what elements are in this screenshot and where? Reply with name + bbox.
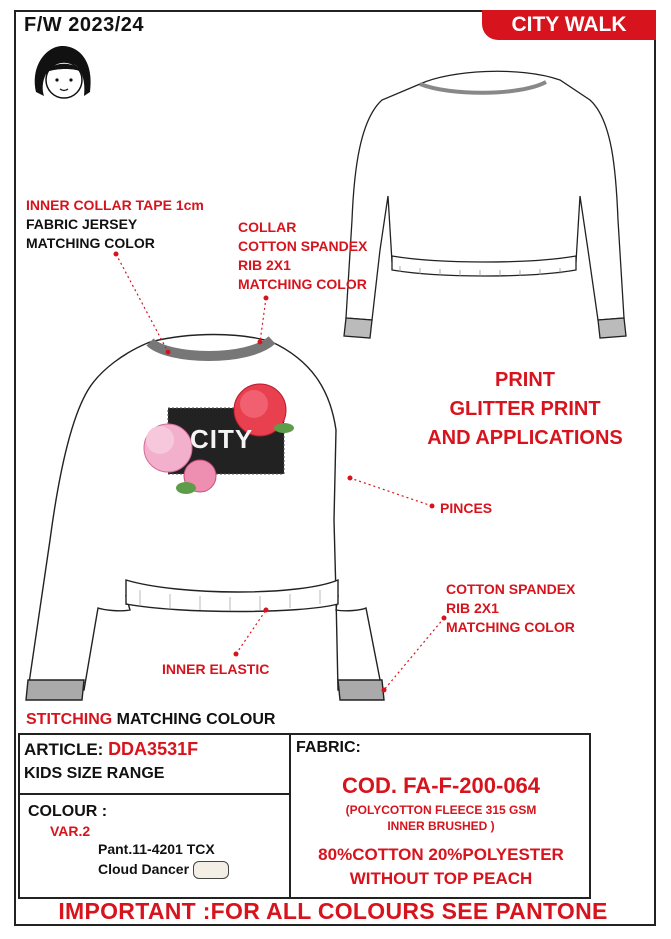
stitching-label: STITCHING (26, 711, 113, 728)
colour-variant: VAR.2 (50, 823, 91, 839)
size-range: KIDS SIZE RANGE (24, 765, 165, 782)
pinces-note: PINCES (440, 500, 493, 516)
collar-line3: RIB 2X1 (238, 257, 291, 273)
table-divider-vertical (289, 735, 291, 899)
print-line2: GLITTER PRINT (449, 398, 601, 420)
inner-collar-line2: FABRIC JERSEY (26, 216, 138, 232)
stitching-value: MATCHING COLOUR (116, 711, 276, 728)
fabric-code: COD. FA-F-200-064 (341, 773, 541, 798)
article-row (24, 739, 198, 760)
season-label: F/W 2023/24 (24, 14, 145, 36)
composition-line1: 80%COTTON 20%POLYESTER (318, 845, 564, 864)
inner-collar-note (26, 196, 204, 253)
cuff-note (446, 580, 575, 637)
sweatshirt-back-view (344, 71, 626, 338)
inner-collar-line3: MATCHING COLOR (26, 235, 155, 251)
stitching-note (26, 711, 275, 729)
pantone-code: Pant.11-4201 TCX (98, 841, 215, 857)
fabric-desc-line2: INNER BRUSHED ) (387, 819, 495, 833)
colour-label: COLOUR : (28, 803, 108, 820)
spec-table (18, 733, 591, 899)
brand-tab: CITY WALK (482, 10, 656, 40)
pantone-row (98, 861, 229, 879)
cuff-line3: MATCHING COLOR (446, 619, 575, 635)
print-text-city: CITY (190, 424, 254, 454)
collar-note (238, 218, 367, 294)
collar-line1: COLLAR (238, 219, 297, 235)
sweatshirt-front-view (26, 335, 384, 701)
pantone-name: Cloud Dancer (98, 861, 190, 877)
collar-line2: COTTON SPANDEX (238, 238, 368, 254)
article-label: ARTICLE: (24, 740, 104, 759)
colour-swatch (193, 861, 229, 879)
important-footer: IMPORTANT :FOR ALL COLOURS SEE PANTONE (58, 898, 608, 924)
print-line1: PRINT (495, 369, 555, 391)
fabric-desc-line1: (POLYCOTTON FLEECE 315 GSM (345, 803, 537, 817)
collar-line4: MATCHING COLOR (238, 276, 367, 292)
print-line3: AND APPLICATIONS (427, 427, 623, 449)
fabric-label: FABRIC: (296, 739, 361, 756)
composition-line2: WITHOUT TOP PEACH (349, 869, 533, 888)
cuff-line1: COTTON SPANDEX (446, 581, 576, 597)
cuff-line2: RIB 2X1 (446, 600, 499, 616)
inner-collar-line1: INNER COLLAR TAPE 1cm (26, 197, 204, 213)
table-divider-horizontal (20, 793, 289, 795)
article-code: DDA3531F (108, 739, 199, 759)
print-note (410, 366, 640, 453)
inner-elastic-note: INNER ELASTIC (162, 661, 270, 677)
